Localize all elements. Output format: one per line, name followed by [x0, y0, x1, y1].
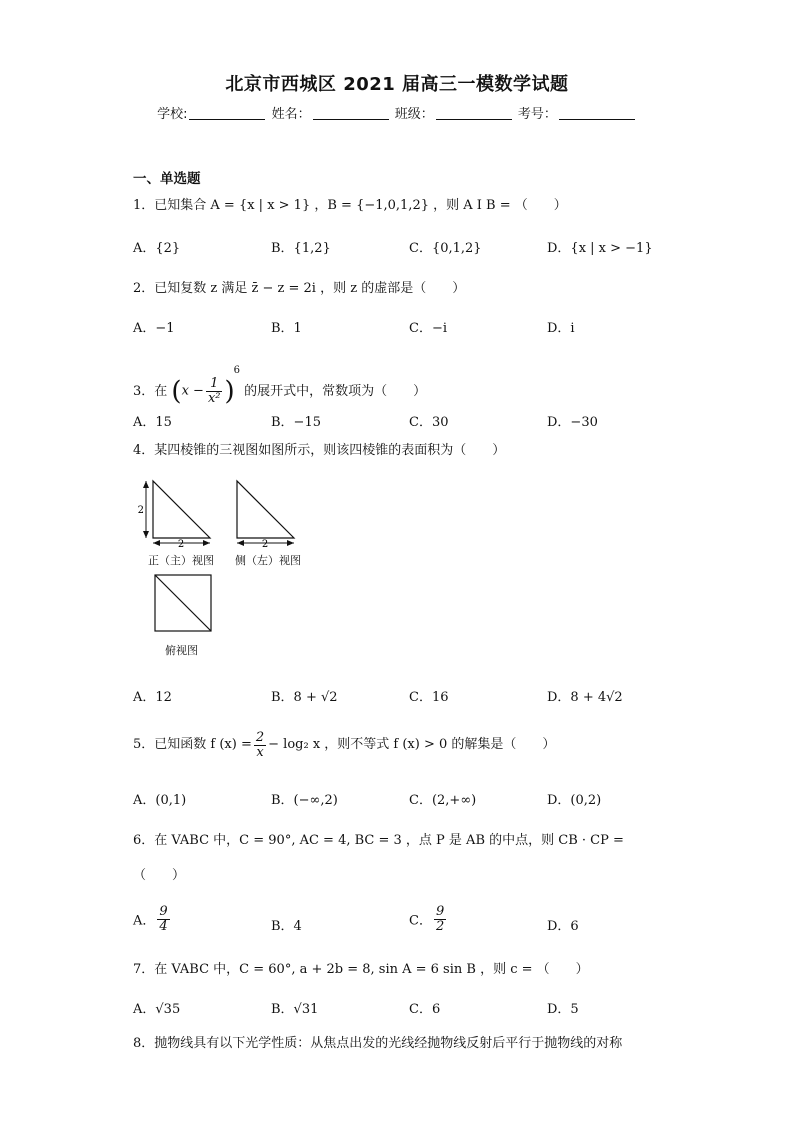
q7-option-a: A．√35: [133, 1002, 181, 1017]
question-7-options: [133, 998, 693, 1018]
q3-stem-pre: 3．在: [133, 384, 168, 399]
side-view-caption: 侧（左）视图: [235, 554, 301, 567]
front-height-dim: 2: [137, 505, 144, 516]
question-6-stem-line2: （ ）: [133, 868, 186, 883]
q3-fraction: [206, 377, 223, 405]
q5-option-a: A．(0,1): [133, 793, 187, 808]
q5-fraction: [254, 731, 266, 759]
q3-exponent: 6: [233, 365, 241, 376]
q6-option-c: [409, 905, 448, 933]
q7-option-c: C．6: [409, 1002, 441, 1017]
top-view-caption: 俯视图: [165, 644, 198, 657]
q5-option-d: D．(0,2): [547, 793, 602, 808]
question-3-options: [133, 411, 693, 431]
question-8-stem: 8．抛物线具有以下光学性质：从焦点出发的光线经抛物线反射后平行于抛物线的对称: [133, 1036, 623, 1051]
page-title: 北京市西城区 2021 届高三一模数学试题: [225, 74, 569, 95]
q6-a-num: 9: [159, 904, 168, 919]
q6-c-num: 9: [435, 904, 445, 919]
q3-option-b: B．−15: [271, 415, 321, 430]
question-4-stem: 4．某四棱锥的三视图如图所示，则该四棱锥的表面积为（ ）: [133, 443, 506, 458]
class-blank: [436, 107, 512, 120]
question-2-options: [133, 317, 693, 337]
q2-option-c: C．−i: [409, 321, 447, 336]
question-6-options: [133, 905, 693, 945]
q3-option-d: D．−30: [547, 415, 598, 430]
q6-option-b: B．4: [271, 919, 302, 934]
q3-left-paren: (: [171, 376, 182, 407]
q2-option-a: A．−1: [133, 321, 175, 336]
q3-option-c: C．30: [409, 415, 449, 430]
class-label: 班级：: [394, 107, 434, 122]
q6-option-c-letter: C．: [409, 913, 432, 929]
exam-no-label: 考号：: [517, 107, 557, 122]
name-label: 姓名：: [271, 107, 311, 122]
q6-option-d: D．6: [547, 919, 579, 934]
q7-option-b: B．√31: [271, 1002, 319, 1017]
q6-option-a-fraction: [157, 905, 169, 933]
q3-fraction-den: x²: [207, 391, 221, 406]
q1-option-a: A．{2}: [133, 241, 181, 256]
question-7-stem: 7．在 VABC 中，C = 60°, a + 2b = 8, sin A = 6 sin B ，则 c = （ ）: [133, 962, 589, 977]
school-blank: [189, 107, 265, 120]
q4-option-b: B．8 + √2: [271, 690, 338, 705]
q6-a-den: 4: [159, 918, 168, 934]
front-view: [138, 481, 210, 550]
q6-option-a-letter: A．: [133, 913, 156, 929]
front-width-dim: 2: [177, 539, 185, 550]
question-1-options: [133, 237, 693, 257]
question-4-options: [133, 686, 693, 706]
question-2-stem: 2．已知复数 z 满足 z̄ − z = 2i ，则 z 的虚部是（ ）: [133, 281, 466, 296]
q1-option-b: B．{1,2}: [271, 241, 331, 256]
q6-c-den: 2: [435, 918, 445, 934]
q5-fraction-num: 2: [255, 729, 265, 745]
q3-fraction-num: 1: [206, 377, 223, 392]
q5-stem-pre: 5．已知函数 f (x) =: [133, 737, 252, 752]
q6-option-c-fraction: [434, 905, 446, 933]
q6-option-a: [133, 905, 172, 933]
question-5-stem: [133, 727, 555, 764]
q3-option-a: A．15: [133, 415, 172, 430]
side-width-dim: 2: [261, 539, 269, 550]
q5-stem-post: − log₂ x ，则不等式 f (x) > 0 的解集是（ ）: [268, 737, 556, 752]
section-heading: 一、单选题: [133, 171, 201, 187]
q3-right-paren: ): [224, 376, 235, 407]
student-info-line: [0, 103, 794, 122]
q1-option-c: C．{0,1,2}: [409, 241, 482, 256]
q4-option-a: A．12: [133, 690, 172, 705]
q7-option-d: D．5: [547, 1002, 579, 1017]
q3-x-term: x −: [181, 383, 204, 399]
question-1-stem: 1．已知集合 A = {x | x > 1} ，B = {−1,0,1,2} ，则 A I B = （ ）: [133, 198, 567, 213]
q3-stem-post: 的展开式中，常数项为（ ）: [244, 384, 427, 399]
question-6-stem: 6．在 VABC 中，C = 90°, AC = 4, BC = 3 ，点 P 是 AB 的中点，则 CB · CP =: [133, 833, 624, 848]
q4-option-d: D．8 + 4√2: [547, 690, 623, 705]
question-3-stem: [133, 353, 426, 410]
q5-fraction-den: x: [256, 744, 264, 760]
three-view-figure: [137, 475, 320, 665]
question-5-options: [133, 789, 693, 809]
name-blank: [313, 107, 389, 120]
q4-option-c: C．16: [409, 690, 449, 705]
q5-option-b: B．(−∞,2): [271, 793, 338, 808]
q2-option-b: B．1: [271, 321, 302, 336]
front-view-caption: 正（主）视图: [148, 554, 214, 567]
top-view: [155, 575, 211, 631]
q2-option-d: D．i: [547, 321, 575, 336]
school-label: 学校:: [157, 107, 188, 122]
q1-option-d: D．{x | x > −1}: [547, 241, 653, 256]
side-view: [237, 481, 294, 550]
exam-no-blank: [559, 107, 635, 120]
q5-option-c: C．(2,+∞): [409, 793, 477, 808]
